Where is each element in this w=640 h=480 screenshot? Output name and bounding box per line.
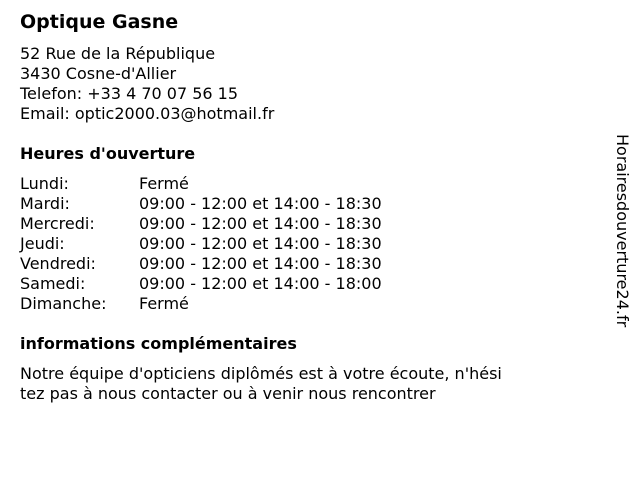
day-label: Dimanche: <box>20 294 107 313</box>
hours-value: 09:00 - 12:00 et 14:00 - 18:00 <box>139 274 382 293</box>
street-address: 52 Rue de la République <box>20 44 216 63</box>
business-name: Optique Gasne <box>20 11 179 33</box>
hours-value: 09:00 - 12:00 et 14:00 - 18:30 <box>139 214 382 233</box>
phone-number: Telefon: +33 4 70 07 56 15 <box>20 84 239 103</box>
hours-value: 09:00 - 12:00 et 14:00 - 18:30 <box>139 194 382 213</box>
address-block <box>20 44 274 124</box>
additional-info-text <box>20 364 502 404</box>
info-line: Notre équipe d'opticiens diplômés est à votre écoute, n'hési <box>20 364 502 383</box>
city-postal: 3430 Cosne-d'Allier <box>20 64 177 83</box>
hours-value: Fermé <box>139 174 189 193</box>
hours-value: Fermé <box>139 294 189 313</box>
day-label: Mercredi: <box>20 214 95 233</box>
day-label: Vendredi: <box>20 254 96 273</box>
opening-hours-heading: Heures d'ouverture <box>20 144 196 163</box>
day-label: Mardi: <box>20 194 70 213</box>
day-label: Jeudi: <box>20 234 65 253</box>
hours-value: 09:00 - 12:00 et 14:00 - 18:30 <box>139 254 382 273</box>
watermark-text: Horairesdouverture24.fr <box>613 134 632 328</box>
day-label: Lundi: <box>20 174 69 193</box>
hours-value: 09:00 - 12:00 et 14:00 - 18:30 <box>139 234 382 253</box>
additional-info-heading: informations complémentaires <box>20 334 297 353</box>
email-address: Email: optic2000.03@hotmail.fr <box>20 104 275 123</box>
site-watermark <box>612 134 632 344</box>
day-label: Samedi: <box>20 274 86 293</box>
info-line: tez pas à nous contacter ou à venir nous rencontrer <box>20 384 436 403</box>
